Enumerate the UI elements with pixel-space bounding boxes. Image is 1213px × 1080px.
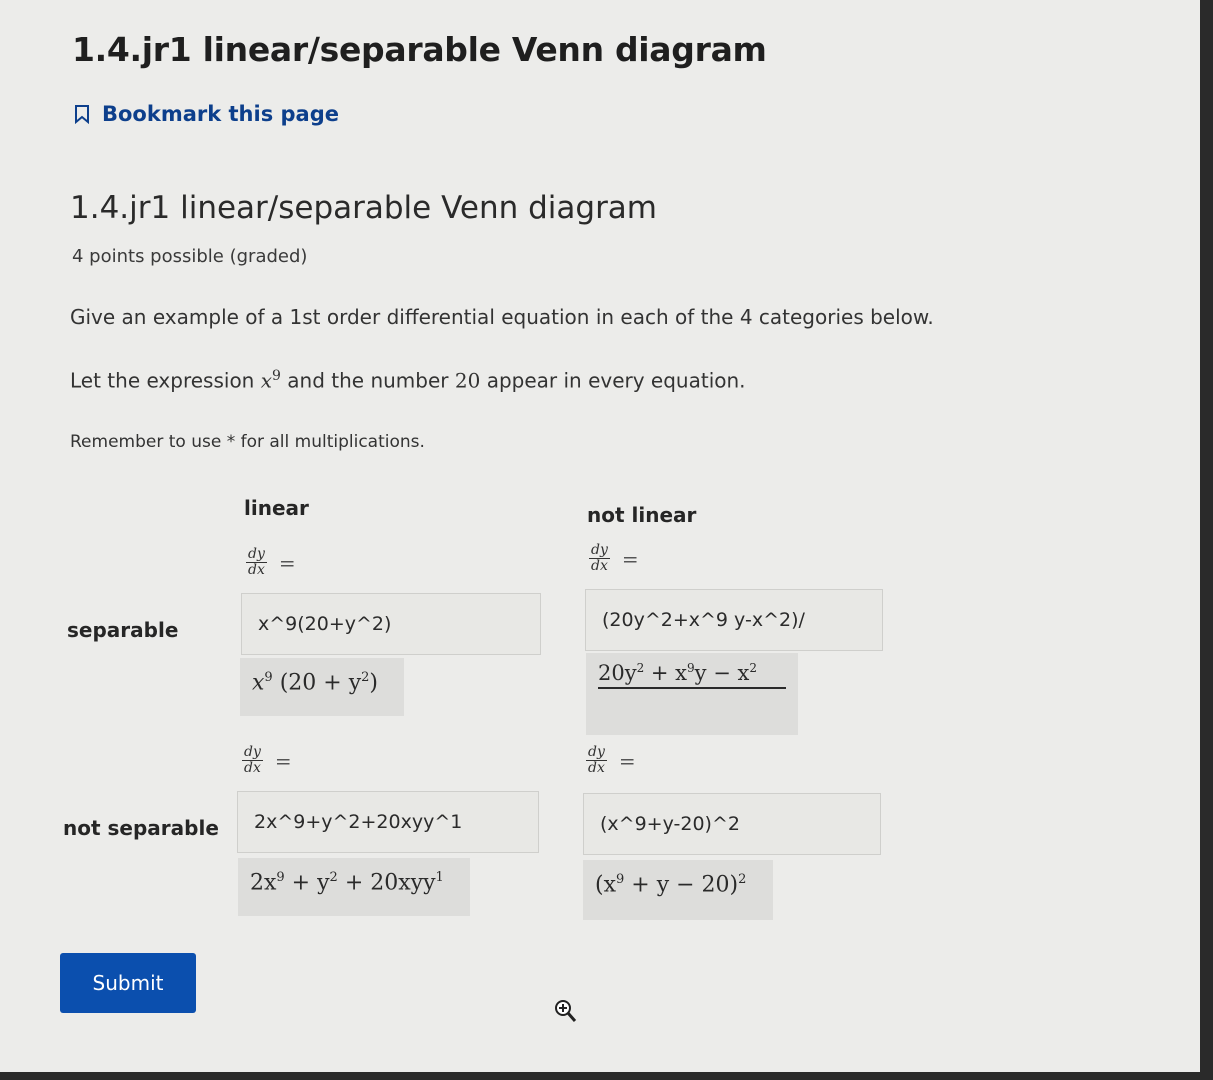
column-header-not-linear: not linear (587, 503, 697, 527)
preview-nonlinear-not-separable (583, 860, 773, 920)
preview-a: (x (595, 872, 616, 898)
preview-numerator (598, 661, 786, 689)
preview-a-exp: 9 (276, 870, 285, 885)
preview-a: 20y (598, 661, 637, 685)
zoom-cursor-icon (553, 998, 577, 1024)
preview-exp2: 2 (361, 670, 370, 685)
preview-linear-separable (240, 658, 404, 716)
preview-a-exp: 9 (616, 872, 625, 887)
lhs-num: dy (248, 546, 265, 562)
lhs-linear-not-separable (242, 745, 292, 776)
preview-exp: 9 (264, 670, 273, 685)
lhs-num: dy (588, 744, 605, 760)
lhs-linear-separable (246, 547, 296, 578)
preview-close: ) (369, 670, 379, 696)
preview-c-exp: 1 (435, 870, 444, 885)
preview-base: x (252, 670, 265, 696)
instruction-expression-after: appear in every equation. (486, 368, 746, 393)
lhs-den: dx (244, 760, 261, 776)
answer-input-linear-not-separable[interactable] (237, 791, 539, 853)
lhs-num: dy (244, 744, 261, 760)
bookmark-icon (74, 104, 90, 124)
instruction-expression-mid: and the number (287, 368, 449, 393)
instruction-expression (70, 368, 746, 393)
instruction-expression-exponent: 9 (272, 368, 281, 384)
bookmark-label: Bookmark this page (102, 102, 339, 126)
instruction-expression-x: x (260, 368, 272, 393)
submit-button[interactable]: Submit (60, 953, 196, 1013)
answer-input-nonlinear-not-separable[interactable] (583, 793, 881, 855)
instruction-categories: Give an example of a 1st order differential equation in each of the 4 categories below. (70, 305, 934, 329)
answer-input-linear-separable[interactable] (241, 593, 541, 655)
row-label-separable: separable (67, 618, 179, 642)
lhs-den: dx (588, 760, 605, 776)
preview-a: 2x (250, 870, 277, 896)
lhs-nonlinear-not-separable (586, 745, 636, 776)
preview-b-exp: 2 (329, 870, 338, 885)
lhs-eq: = (618, 748, 636, 773)
screen-bezel-right (1200, 0, 1213, 1080)
lhs-eq: = (274, 748, 292, 773)
preview-b-exp: 9 (687, 661, 695, 675)
column-header-linear: linear (244, 496, 309, 520)
preview-b-exp: 2 (738, 872, 747, 887)
answer-input-nonlinear-separable[interactable] (585, 589, 883, 651)
problem-title: 1.4.jr1 linear/separable Venn diagram (70, 190, 658, 226)
screen-bezel-bottom (0, 1072, 1213, 1080)
preview-nonlinear-separable (586, 653, 798, 735)
lhs-num: dy (591, 542, 608, 558)
preview-b: + x (644, 661, 688, 685)
preview-b: + y (284, 870, 330, 896)
lhs-eq: = (278, 550, 296, 575)
instruction-expression-number: 20 (454, 368, 481, 393)
preview-rest: (20 + y (279, 670, 362, 696)
preview-b: + y − 20) (624, 872, 739, 898)
row-label-not-separable: not separable (63, 816, 219, 840)
points-possible: 4 points possible (graded) (72, 246, 308, 267)
unit-title: 1.4.jr1 linear/separable Venn diagram (72, 30, 767, 69)
lhs-eq: = (621, 546, 639, 571)
lhs-nonlinear-separable (589, 543, 639, 574)
instruction-expression-before: Let the expression (70, 368, 255, 393)
preview-a-exp: 2 (636, 661, 645, 675)
preview-c: + 20xyy (337, 870, 436, 896)
instruction-multiplication: Remember to use * for all multiplications. (70, 432, 425, 452)
lhs-den: dx (591, 558, 608, 574)
preview-c-exp: 2 (749, 661, 757, 675)
preview-linear-not-separable (238, 858, 470, 916)
preview-c: y − x (694, 661, 750, 685)
lhs-den: dx (248, 562, 265, 578)
bookmark-link[interactable] (74, 102, 339, 126)
